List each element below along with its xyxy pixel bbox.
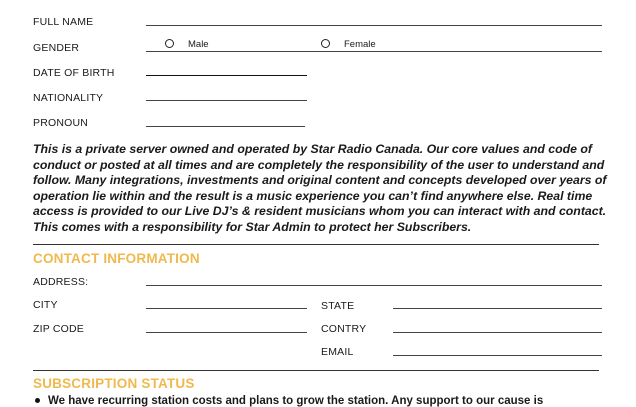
dob-label: DATE OF BIRTH bbox=[33, 67, 115, 79]
address-label: ADDRESS: bbox=[33, 276, 89, 288]
section-divider bbox=[33, 244, 599, 245]
dob-field[interactable] bbox=[146, 75, 307, 76]
subscription-bullet-text: We have recurring station costs and plans to grow the station. Any support to our cause is bbox=[48, 395, 544, 407]
gender-female-label: Female bbox=[344, 39, 376, 50]
email-label: EMAIL bbox=[321, 346, 354, 358]
pronoun-label: PRONOUN bbox=[33, 117, 89, 129]
city-label: CITY bbox=[33, 299, 58, 311]
full-name-field[interactable] bbox=[146, 25, 602, 26]
gender-female-radio[interactable] bbox=[321, 39, 330, 48]
zip-label: ZIP CODE bbox=[33, 323, 84, 335]
state-field[interactable] bbox=[393, 308, 602, 309]
state-label: STATE bbox=[321, 300, 355, 312]
gender-label: GENDER bbox=[33, 42, 80, 54]
gender-underline bbox=[146, 51, 602, 52]
bullet-icon bbox=[35, 398, 40, 403]
pronoun-field[interactable] bbox=[146, 126, 305, 127]
gender-male-label: Male bbox=[188, 39, 209, 50]
privacy-notice: This is a private server owned and operated by Star Radio Canada. Our core values and code of conduct or posted at all times and are completely the responsibility of the user to understand and follow. Many integrations, investments and original content and concepts developed over years of operation lie within and the result is a music experience you can’t find anywhere else. Real time access is provided to our Live DJ’s & resident musicians whom you can interact with and contact. This comes with a responsibility for Star Admin to protect her Subscribers. bbox=[33, 142, 607, 234]
gender-male-radio[interactable] bbox=[165, 39, 174, 48]
nationality-label: NATIONALITY bbox=[33, 92, 104, 104]
zip-field[interactable] bbox=[146, 332, 307, 333]
city-field[interactable] bbox=[146, 308, 307, 309]
email-field[interactable] bbox=[393, 355, 602, 356]
nationality-field[interactable] bbox=[146, 100, 307, 101]
country-field[interactable] bbox=[393, 332, 602, 333]
contact-heading: CONTACT INFORMATION bbox=[33, 251, 200, 266]
country-label: CONTRY bbox=[321, 323, 367, 335]
subscription-bullet bbox=[35, 395, 635, 407]
address-field[interactable] bbox=[146, 285, 602, 286]
section-divider bbox=[33, 370, 599, 371]
full-name-label: FULL NAME bbox=[33, 16, 94, 28]
subscription-heading: SUBSCRIPTION STATUS bbox=[33, 376, 195, 391]
